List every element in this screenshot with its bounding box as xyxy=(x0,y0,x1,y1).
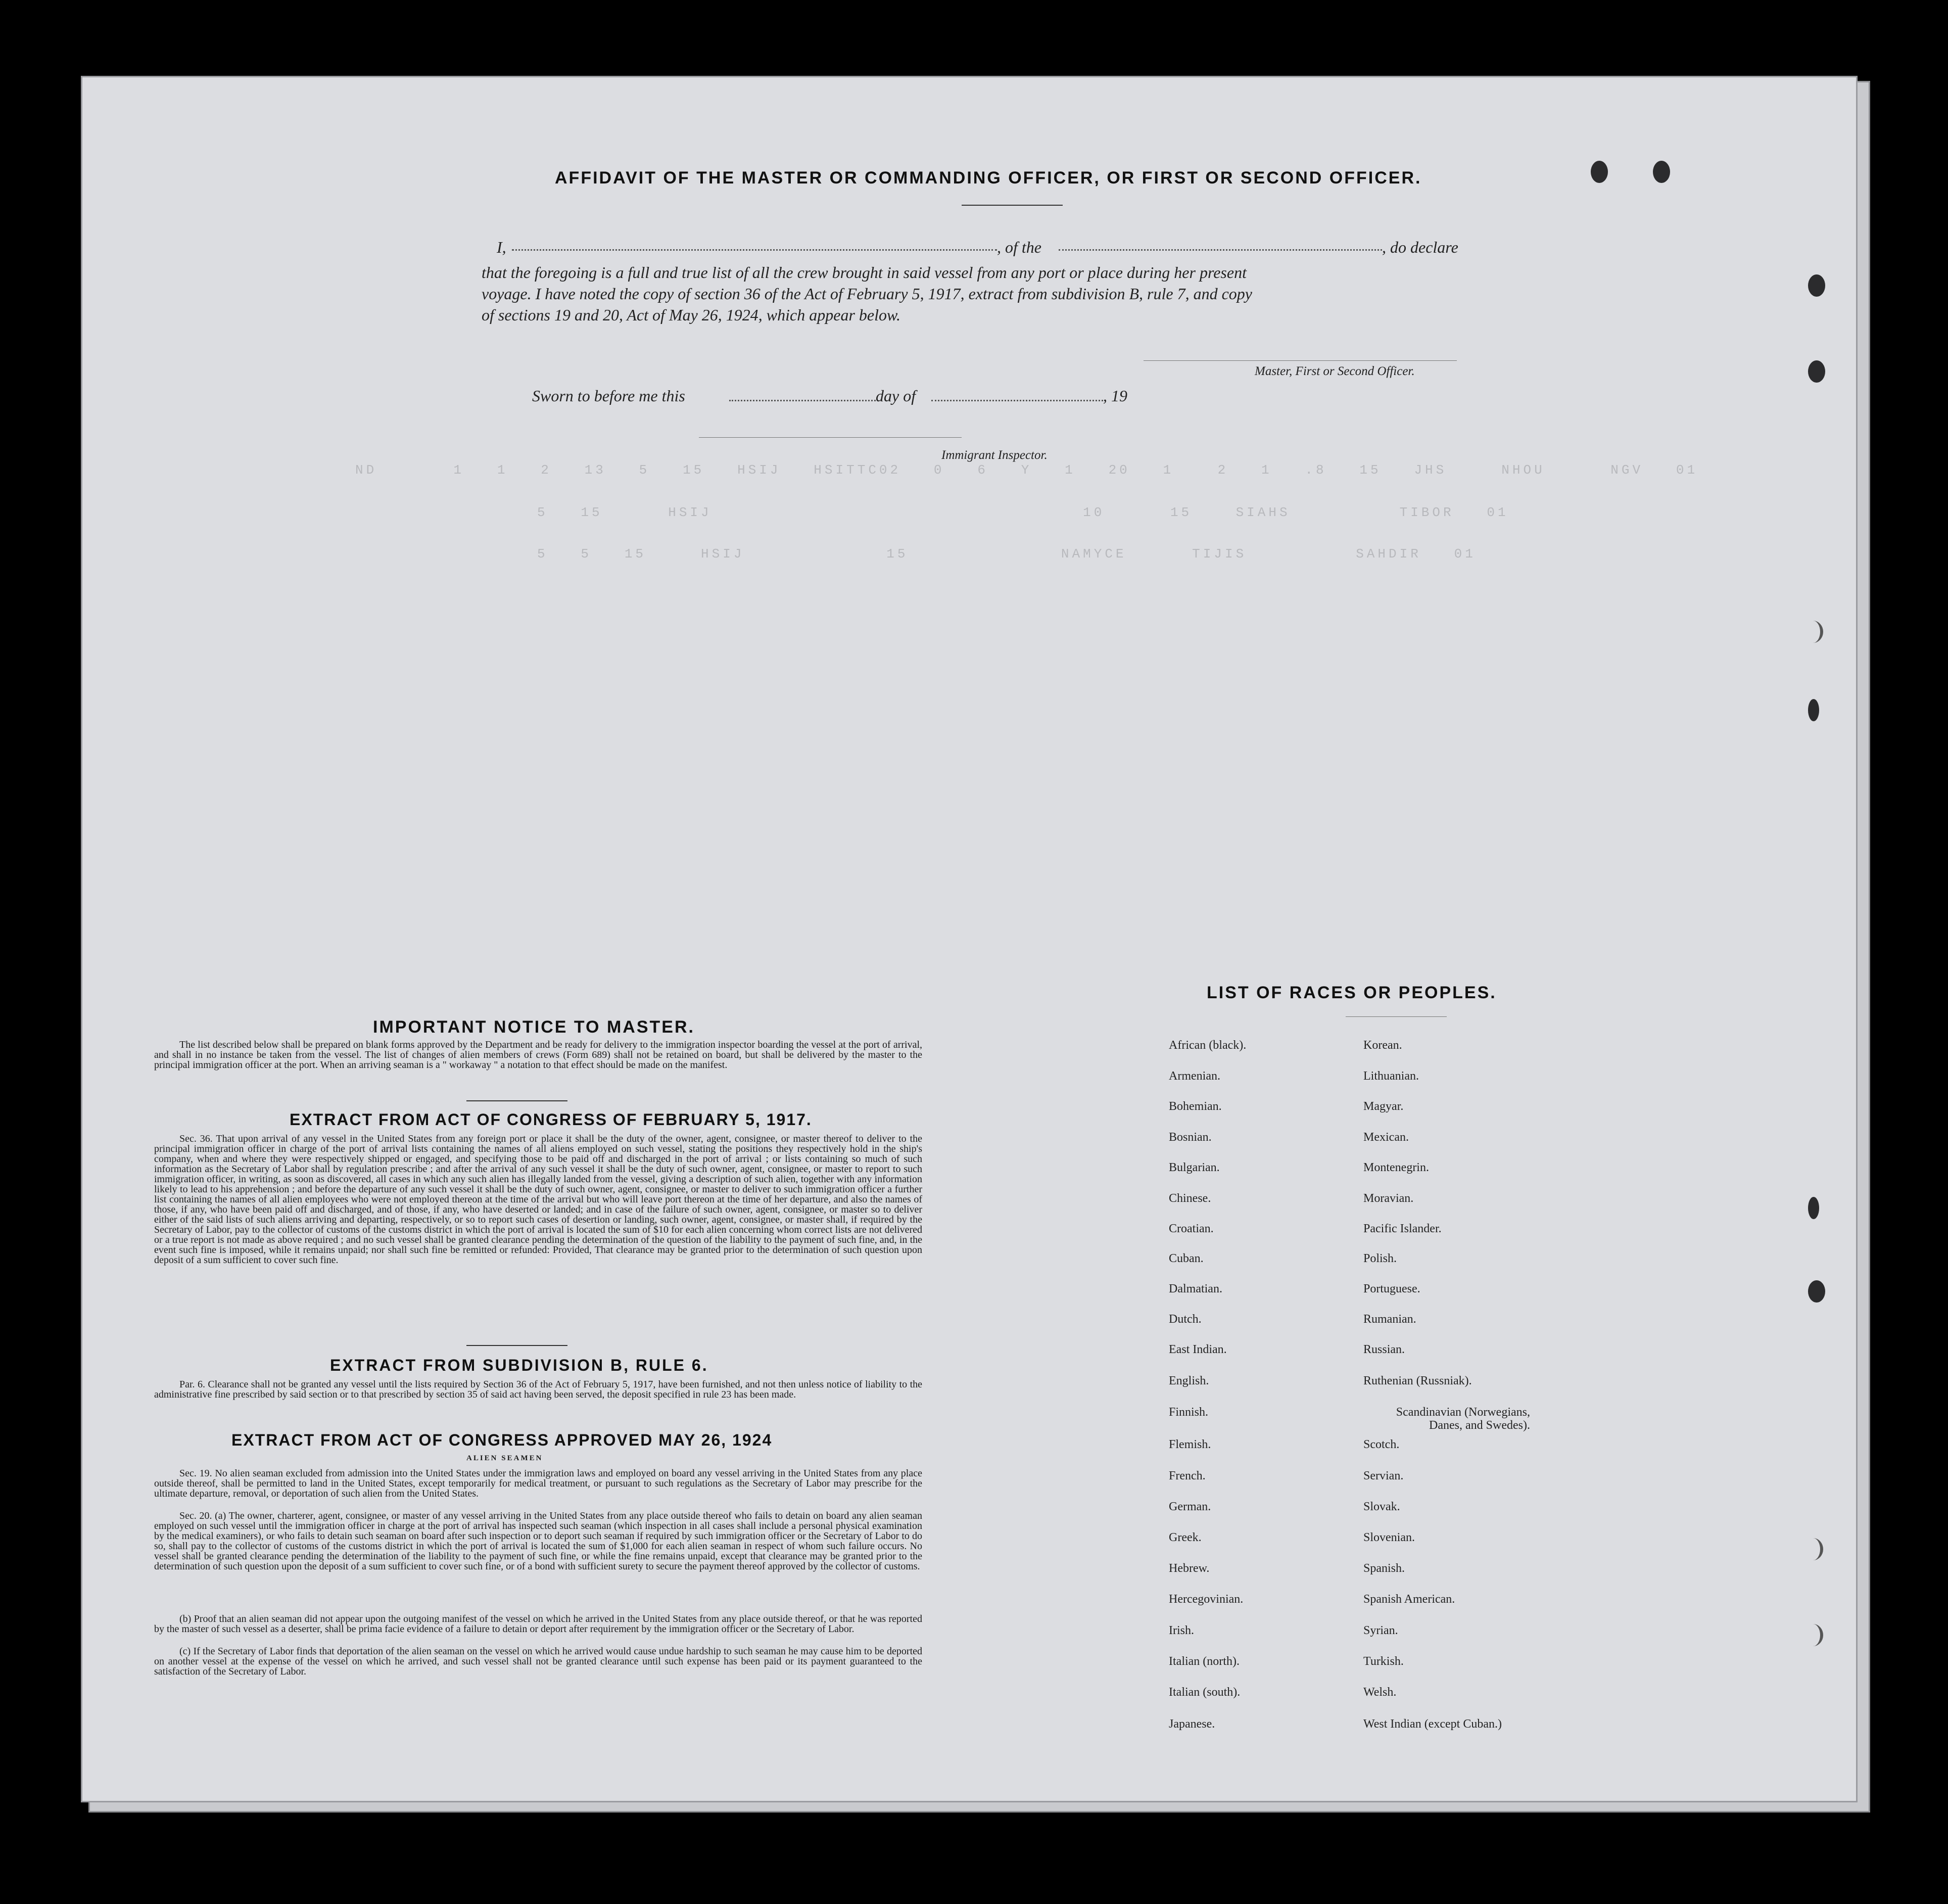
race-item: Montenegrin. xyxy=(1363,1161,1429,1174)
punch-hole-icon xyxy=(1808,274,1825,297)
notice-text: The list described below shall be prepared on blank forms approved by the Department and be ready for delivery to the immigration inspector boarding the vessel at the port of arrival, and shall in no instance be taken from the vessel. The list of changes of alien members of crews (Form 689) shall not be retained on board, but shall be delivered by the master to the principal immigration officer at the port. When an arriving seaman is a " workaway " a notation to that effect should be made on the manifest. xyxy=(154,1039,922,1071)
master-signature-line[interactable] xyxy=(1144,360,1457,361)
race-item: Cuban. xyxy=(1169,1252,1204,1265)
race-item: Scotch. xyxy=(1363,1438,1400,1451)
affidavit-declare-label: , do declare xyxy=(1382,238,1458,256)
race-item: German. xyxy=(1169,1500,1211,1513)
race-item: East Indian. xyxy=(1169,1343,1227,1356)
race-item: Turkish. xyxy=(1363,1655,1404,1668)
affidavit-of-the-label: , of the xyxy=(997,238,1041,256)
punch-hole-icon xyxy=(1808,360,1825,383)
day-blank[interactable] xyxy=(729,400,876,401)
race-item: English. xyxy=(1169,1374,1209,1387)
race-item: Polish. xyxy=(1363,1252,1397,1265)
affidavit-title: AFFIDAVIT OF THE MASTER OR COMMANDING OFFICER, OR FIRST OR SECOND OFFICER. xyxy=(555,168,1422,188)
race-item: Welsh. xyxy=(1363,1686,1397,1699)
document-page xyxy=(81,76,1858,1802)
punch-hole-icon xyxy=(1808,1280,1825,1303)
extract-1924-subtitle: ALIEN SEAMEN xyxy=(466,1454,543,1462)
affidavit-text-line3: of sections 19 and 20, Act of May 26, 1924, which appear below. xyxy=(482,306,900,324)
affidavit-text-line2: voyage. I have noted the copy of section 36 of the Act of February 5, 1917, extract from subdivision B, rule 7, and copy xyxy=(482,285,1252,303)
race-item: Italian (north). xyxy=(1169,1655,1240,1668)
race-item: African (black). xyxy=(1169,1039,1247,1052)
punch-hole-icon xyxy=(1808,699,1819,721)
race-item: Japanese. xyxy=(1169,1717,1215,1731)
divider xyxy=(962,205,1063,206)
race-item: Slovak. xyxy=(1363,1500,1400,1513)
punch-hole-icon xyxy=(1808,1197,1819,1219)
bleed-through: ND 1 1 2 13 5 15 HSIJ HSITTC02 0 6 Y 1 20 1 2 1 .8 15 JHS NHOU NGV 01 xyxy=(355,462,1698,478)
extract-rule6-title: EXTRACT FROM SUBDIVISION B, RULE 6. xyxy=(330,1356,708,1374)
race-item: Dutch. xyxy=(1169,1313,1202,1326)
divider xyxy=(1346,1016,1447,1017)
punch-hole-icon xyxy=(1803,1624,1823,1646)
punch-hole-icon xyxy=(1803,621,1823,643)
bleed-through: 5 5 15 HSIJ 15 NAMYCE TIJIS SAHDIR 01 xyxy=(537,546,1476,562)
race-item: Syrian. xyxy=(1363,1624,1398,1637)
race-item: Mexican. xyxy=(1363,1131,1409,1144)
vessel-blank[interactable] xyxy=(1059,249,1382,251)
day-of-label: day of xyxy=(876,387,916,405)
race-item: French. xyxy=(1169,1469,1206,1482)
divider xyxy=(466,1345,567,1346)
race-item: Bohemian. xyxy=(1169,1100,1222,1113)
race-item: Portuguese. xyxy=(1363,1282,1420,1295)
race-item: Rumanian. xyxy=(1363,1313,1416,1326)
punch-hole-icon xyxy=(1803,1538,1823,1560)
race-item: West Indian (except Cuban.) xyxy=(1363,1717,1502,1731)
race-item: Chinese. xyxy=(1169,1192,1211,1205)
race-item: Croatian. xyxy=(1169,1222,1214,1235)
extract-1924-title: EXTRACT FROM ACT OF CONGRESS APPROVED MAY 26, 1924 xyxy=(231,1431,773,1449)
extract-1917-text: Sec. 36. That upon arrival of any vessel in the United States from any foreign port or place it shall be the duty of the owner, agent, consignee, or master thereof to deliver to the principal immigration officer in charge of the port of arrival lists containing the names of all aliens employed on such vessel, stating the positions they respectively hold in the ship's company, when and where they were respectively shipped or engaged, and specifying those to be paid off and discharged in the port of arrival ; or lists containing so much of such information as the Secretary of Labor shall by regulation prescribe ; and after the arrival of any such vessel it shall be the duty of such owner, agent, consignee, or master to report to such immigration officer, in writing, as soon as discovered, all cases in which any such alien has illegally landed from the vessel, giving a description of such alien, together with any information likely to lead to his apprehension ; and before the departure of any such vessel it shall be the duty of such owner, agent, consignee, or master to deliver to such immigration officer a further list containing the names of all alien employees who were not employed thereon at the time of the arrival but who will leave port thereon at the time of her departure, and also the names of those, if any, who have been paid off and discharged, and of those, if any, who have deserted or landed; and in case of the failure of such owner, agent, consignee, or master so to deliver either of the said lists of such aliens arriving and departing, respectively, or so to report such cases of desertion or landing, such owner, agent, consignee, or master shall, if required by the Secretary of Labor, pay to the collector of customs of the customs district in which the port of arrival is located the sum of $10 for each alien concerning whom correct lists are not delivered or a true report is not made as above required ; and no such vessel shall be granted clearance pending the determination of the question of the liability to the payment of such fine, and, in the event such fine is imposed, while it remains unpaid; nor shall such fine be remitted or refunded: Provided, That clearance may be granted prior to the determination of such question upon deposit of a sum sufficient to cover such fine. xyxy=(154,1133,922,1266)
bleed-through: 5 15 HSIJ 10 15 SIAHS TIBOR 01 xyxy=(537,505,1509,520)
race-item: Italian (south). xyxy=(1169,1686,1241,1699)
inspector-label: Immigrant Inspector. xyxy=(941,448,1048,462)
race-item: Bulgarian. xyxy=(1169,1161,1220,1174)
race-item: Lithuanian. xyxy=(1363,1070,1419,1083)
race-item: Irish. xyxy=(1169,1624,1194,1637)
race-item: Servian. xyxy=(1363,1469,1404,1482)
race-item: Flemish. xyxy=(1169,1438,1211,1451)
race-item: Magyar. xyxy=(1363,1100,1404,1113)
notice-title: IMPORTANT NOTICE TO MASTER. xyxy=(373,1017,695,1037)
race-item: Slovenian. xyxy=(1363,1531,1415,1544)
race-item: Russian. xyxy=(1363,1343,1405,1356)
race-item: Hebrew. xyxy=(1169,1562,1210,1575)
race-item: Pacific Islander. xyxy=(1363,1222,1442,1235)
race-item: Spanish. xyxy=(1363,1562,1405,1575)
races-title: LIST OF RACES OR PEOPLES. xyxy=(1207,983,1497,1002)
master-signature-label: Master, First or Second Officer. xyxy=(1255,364,1415,378)
race-item: Ruthenian (Russniak). xyxy=(1363,1374,1472,1387)
year-label: , 19 xyxy=(1103,387,1127,405)
inspector-signature-line[interactable] xyxy=(699,437,962,438)
name-blank[interactable] xyxy=(512,249,997,251)
extract-rule6-text: Par. 6. Clearance shall not be granted any vessel until the lists required by Section 36 of the Act of February 5, 1917, have been furnished, and not then unless notice of liability to the administrative fine prescribed by said section or to that prescribed by section 35 of said act having been served, the deposit specified in rule 23 has been made. xyxy=(154,1379,922,1400)
race-item: Finnish. xyxy=(1169,1406,1209,1419)
extract-1924-sec20c: (c) If the Secretary of Labor finds that deportation of the alien seaman on the vessel on which he arrived would cause undue hardship to such seaman he may cause him to be deported on another vessel at the expense of the vessel on which he arrived, and such vessel shall not be granted clearance until such expense has been paid or its payment guaranteed to the satisfaction of the Secretary of Labor. xyxy=(154,1646,922,1677)
race-item: Greek. xyxy=(1169,1531,1202,1544)
divider xyxy=(466,1100,567,1101)
extract-1924-sec20a: Sec. 20. (a) The owner, charterer, agent, consignee, or master of any vessel arriving in the United States from any place outside thereof who fails to detain on board any alien seaman employed on such vessel until the immigration officer in charge at the port of arrival has inspected such seaman (which inspection in all cases shall include a personal physical examination by the medical examiners), or who fails to detain such seaman on board after such inspection or to deport such seaman if required by such immigration officer or the Secretary of Labor to do so, shall pay to the collector of customs of the customs district in which the port of arrival is located the sum of $1,000 for each alien seaman in respect of whom such failure occurs. No vessel shall be granted clearance pending the determination of the liability to the payment of such fine, or while the fine remains unpaid, except that clearance may be granted prior to the determination of such question upon the deposit of a sum sufficient to cover such fine, or of a bond with sufficient surety to secure the payment thereof approved by the collector of customs. xyxy=(154,1510,922,1572)
month-blank[interactable] xyxy=(931,400,1103,401)
extract-1924-sec20b: (b) Proof that an alien seaman did not appear upon the outgoing manifest of the vessel on which he arrived in the United States from any place outside thereof, or that he was reported by the master of such vessel as a deserter, shall be prima facie evidence of a failure to detain or deport after requirement by the immigration officer or the Secretary of Labor. xyxy=(154,1613,922,1635)
race-item: Scandinavian (Norwegians, Danes, and Swedes). xyxy=(1396,1406,1530,1432)
race-item: Spanish American. xyxy=(1363,1593,1455,1606)
extract-1917-title: EXTRACT FROM ACT OF CONGRESS OF FEBRUARY 5, 1917. xyxy=(290,1110,812,1129)
extract-1924-sec19: Sec. 19. No alien seaman excluded from admission into the United States under the immigration laws and employed on board any vessel arriving in the United States from any place outside thereof, shall be permitted to land in the United States, except temporarily for medical treatment, or pursuant to such regulations as the Secretary of Labor may prescribe for the ultimate departure, removal, or deportation of such alien from the United States. xyxy=(154,1468,922,1499)
race-item: Bosnian. xyxy=(1169,1131,1212,1144)
punch-hole-icon xyxy=(1653,161,1670,183)
race-item: Korean. xyxy=(1363,1039,1402,1052)
race-item: Armenian. xyxy=(1169,1070,1220,1083)
race-item: Dalmatian. xyxy=(1169,1282,1222,1295)
sworn-label: Sworn to before me this xyxy=(532,387,685,405)
race-item: Moravian. xyxy=(1363,1192,1414,1205)
affidavit-i-label: I, xyxy=(497,238,506,256)
punch-hole-icon xyxy=(1591,161,1608,183)
affidavit-text-line1: that the foregoing is a full and true list of all the crew brought in said vessel from any port or place during her present xyxy=(482,263,1247,282)
race-item: Hercegovinian. xyxy=(1169,1593,1244,1606)
